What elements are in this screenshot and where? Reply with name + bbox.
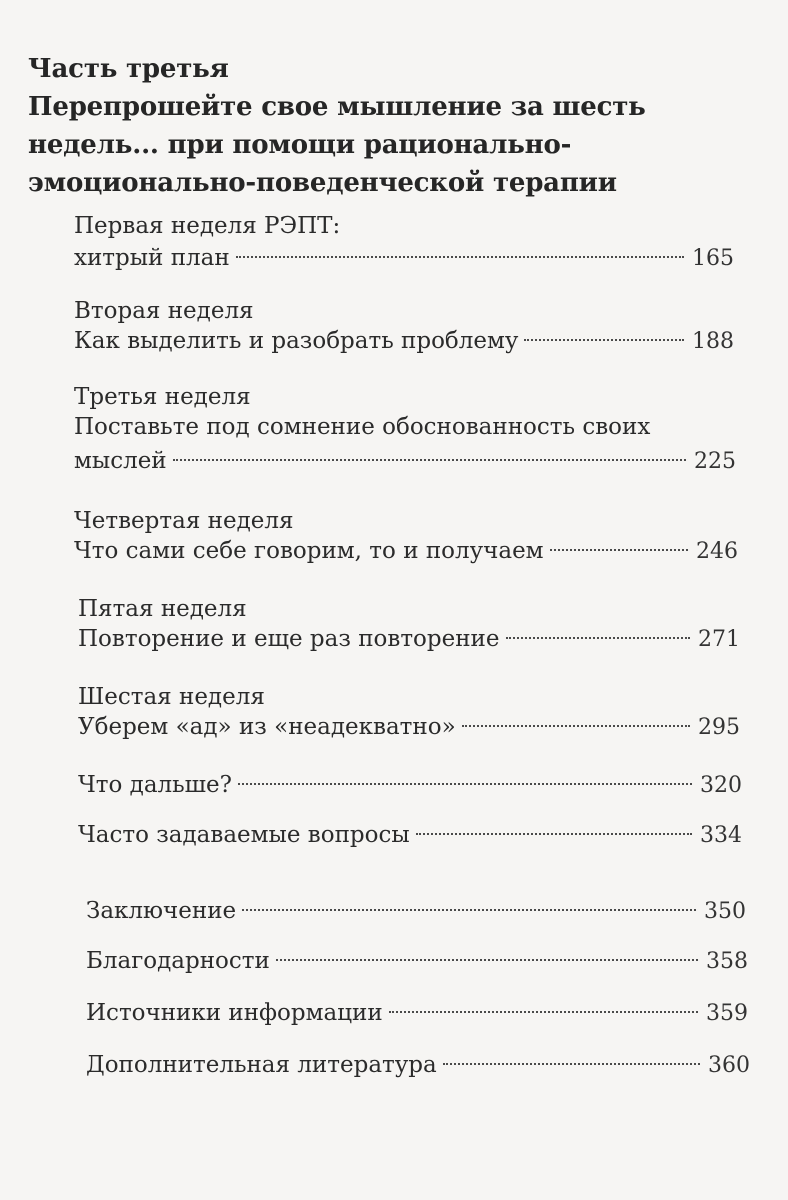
toc-entry-title: Что сами себе говорим, то и получаем: [74, 538, 544, 564]
part-title-line-2: недель... при помощи рационально-: [28, 130, 572, 160]
part-title-line-3: эмоционально-поведенческой терапии: [28, 168, 617, 198]
toc-entry-title: Дополнительная литература: [86, 1052, 437, 1078]
toc-entry-week-3[interactable]: [74, 444, 736, 478]
toc-entry-conclusion[interactable]: [86, 894, 746, 928]
toc-entry-sources[interactable]: [86, 996, 748, 1030]
week-6-label: Шестая неделя: [78, 684, 265, 710]
dot-leader: [462, 724, 690, 727]
page-number: 165: [692, 246, 734, 271]
week-2-label: Вторая неделя: [74, 298, 254, 324]
dot-leader: [550, 548, 688, 551]
page-number: 225: [694, 449, 736, 474]
toc-entry-week-5[interactable]: [78, 622, 740, 656]
page-number: 360: [708, 1053, 750, 1078]
week-3-title-line-1: Поставьте под сомнение обоснованность своих: [74, 414, 651, 440]
toc-entry-title: мыслей: [74, 448, 167, 474]
toc-entry-faq[interactable]: [78, 818, 742, 852]
dot-leader: [276, 958, 698, 961]
dot-leader: [238, 782, 692, 785]
dot-leader: [416, 832, 692, 835]
dot-leader: [506, 636, 691, 639]
part-title-line-1: Перепрошейте свое мышление за шесть: [28, 92, 646, 122]
toc-entry-week-1[interactable]: [74, 241, 734, 275]
toc-entry-acknowledgements[interactable]: [86, 944, 748, 978]
week-4-label: Четвертая неделя: [74, 508, 294, 534]
toc-entry-title: Источники информации: [86, 1000, 383, 1026]
toc-entry-week-2[interactable]: [74, 324, 734, 358]
toc-entry-week-6[interactable]: [78, 710, 740, 744]
toc-entry-further-reading[interactable]: [86, 1048, 750, 1082]
page-number: 358: [706, 949, 748, 974]
page-number: 271: [698, 627, 740, 652]
week-3-label: Третья неделя: [74, 384, 251, 410]
page-number: 334: [700, 823, 742, 848]
toc-entry-what-next[interactable]: [78, 768, 742, 802]
toc-entry-title: Как выделить и разобрать проблему: [74, 328, 519, 354]
toc-entry-title: Повторение и еще раз повторение: [78, 626, 500, 652]
page-number: 246: [696, 539, 738, 564]
page-number: 350: [704, 899, 746, 924]
part-label: Часть третья: [28, 54, 229, 84]
week-1-label: Первая неделя РЭПТ:: [74, 213, 341, 239]
week-5-label: Пятая неделя: [78, 596, 247, 622]
page-number: 320: [700, 773, 742, 798]
dot-leader: [173, 458, 686, 461]
page-number: 188: [692, 329, 734, 354]
dot-leader: [236, 255, 684, 258]
toc-entry-title: Благодарности: [86, 948, 270, 974]
page-number: 295: [698, 715, 740, 740]
toc-entry-week-4[interactable]: [74, 534, 738, 568]
toc-entry-title: Заключение: [86, 898, 237, 924]
dot-leader: [443, 1062, 700, 1065]
toc-entry-title: Часто задаваемые вопросы: [78, 822, 410, 848]
toc-entry-title: хитрый план: [74, 245, 230, 271]
toc-entry-title: Что дальше?: [78, 772, 232, 798]
toc-entry-title: Уберем «ад» из «неадекватно»: [78, 714, 456, 740]
dot-leader: [389, 1010, 698, 1013]
page-number: 359: [706, 1001, 748, 1026]
dot-leader: [242, 908, 696, 911]
part-heading: [28, 50, 768, 202]
dot-leader: [524, 338, 684, 341]
